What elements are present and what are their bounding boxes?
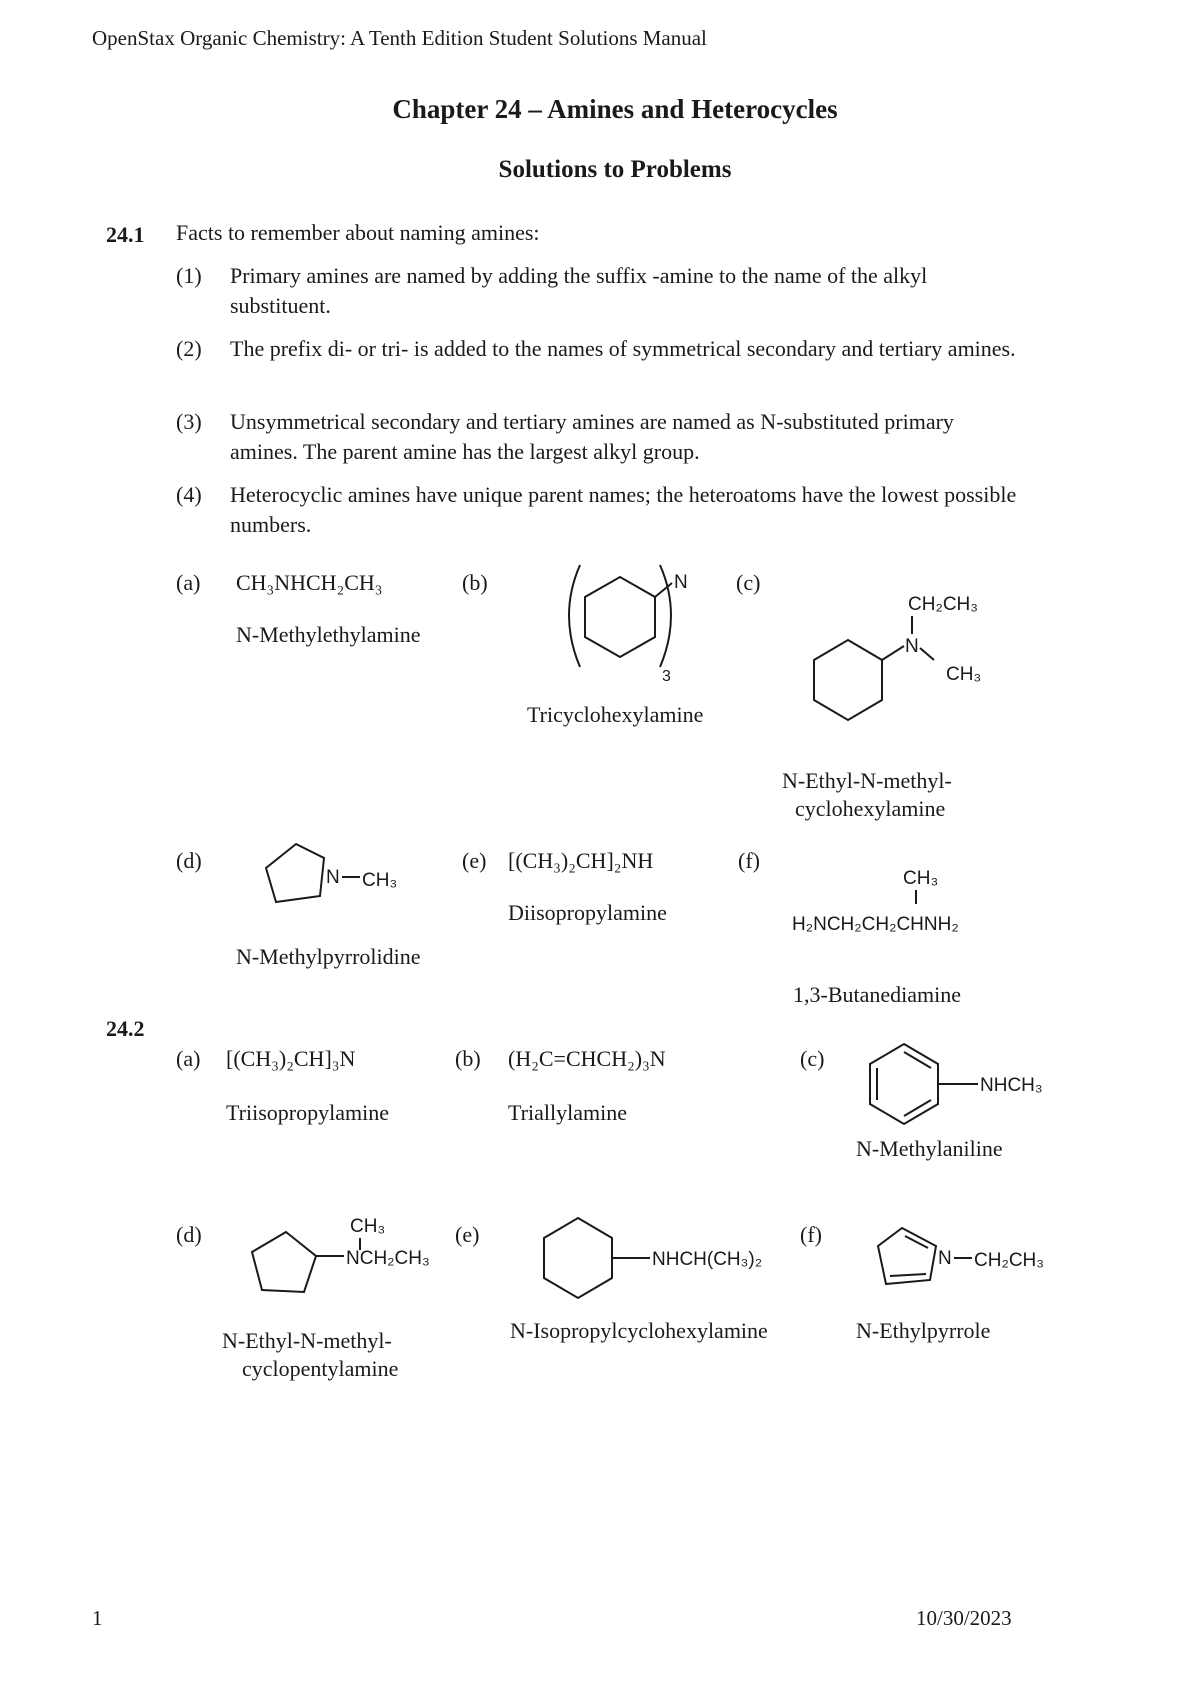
tricyclohexylamine-structure	[560, 555, 710, 695]
formula-a: CH₃NHCH₂CH₃	[236, 570, 383, 595]
compound-name-d: N-Methylpyrrolidine	[236, 944, 421, 969]
atom-n: N	[905, 636, 919, 657]
ethylmethylcyclohexylamine-structure	[800, 580, 1000, 740]
part-label-d: (d)	[176, 848, 202, 873]
part-label-e: (e)	[462, 848, 487, 873]
ethyl-group: CH₂CH₃	[908, 594, 978, 615]
part-label-a: (a)	[176, 1046, 201, 1071]
compound-name-a: N-Methylethylamine	[236, 622, 421, 647]
problem-intro: Facts to remember about naming amines:	[176, 220, 540, 245]
part-label-b: (b)	[462, 570, 488, 595]
part-label-c: (c)	[800, 1046, 825, 1071]
fact-text: Unsymmetrical secondary and tertiary amines are named as N-substituted primary amines. The parent amine has the largest alkyl group.	[230, 409, 954, 464]
fact-text: Heterocyclic amines have unique parent names; the heteroatoms have the lowest possible numbers.	[230, 482, 1017, 537]
part-label-c: (c)	[736, 570, 761, 595]
part-label-f: (f)	[800, 1222, 822, 1247]
methyl-group: CH₃	[362, 870, 398, 891]
isopropylcyclohexylamine-structure	[536, 1210, 796, 1310]
methylaniline-structure	[862, 1038, 1062, 1138]
compound-name-b: Tricyclohexylamine	[527, 702, 704, 727]
compound-name-c-line2: cyclohexylamine	[795, 796, 946, 821]
running-header: OpenStax Organic Chemistry: A Tenth Edition Student Solutions Manual	[92, 26, 707, 50]
fact-number: (2)	[176, 336, 202, 361]
atom-n: N	[938, 1248, 952, 1269]
formula-f: H₂NCH₂CH₂CHNH₂	[792, 914, 959, 935]
compound-name-f: 1,3-Butanediamine	[793, 982, 962, 1007]
atom-n: N	[326, 867, 340, 888]
ethyl-group: CH₂CH₃	[974, 1250, 1044, 1271]
compound-name-d-line1: N-Ethyl-N-methyl-	[222, 1328, 392, 1353]
compound-name-f: N-Ethylpyrrole	[856, 1318, 991, 1343]
compound-name-e: N-Isopropylcyclohexylamine	[510, 1318, 768, 1343]
problem-number-24-1: 24.1	[106, 222, 145, 247]
fact-number: (4)	[176, 482, 202, 507]
bond-line	[915, 890, 917, 904]
formula-b: (H₂C=CHCH₂)₃N	[508, 1046, 666, 1071]
chapter-title: Chapter 24 – Amines and Heterocycles	[392, 94, 838, 124]
ethylpyrrole-structure	[872, 1218, 1072, 1298]
ethylmethylcyclopentylamine-structure	[246, 1212, 446, 1302]
methyl-group-f: CH₃	[903, 868, 939, 889]
compound-name-d-line2: cyclopentylamine	[242, 1356, 399, 1381]
fact-text: Primary amines are named by adding the suffix -amine to the name of the alkyl substituent.	[230, 263, 928, 318]
methylpyrrolidine-structure	[262, 840, 432, 920]
fact-number: (1)	[176, 263, 202, 288]
fact-number: (3)	[176, 409, 202, 434]
compound-name-b: Triallylamine	[508, 1100, 627, 1125]
compound-name-c: N-Methylaniline	[856, 1136, 1003, 1161]
compound-name-a: Triisopropylamine	[226, 1100, 389, 1125]
nhch3-group: NHCH₃	[980, 1075, 1043, 1096]
compound-name-c-line1: N-Ethyl-N-methyl-	[782, 768, 952, 793]
methyl-group: CH₃	[946, 664, 982, 685]
nch2ch3-group: NCH₂CH₃	[346, 1248, 430, 1269]
formula-e: [(CH₃)₂CH]₂NH	[508, 848, 654, 873]
part-label-b: (b)	[455, 1046, 481, 1071]
nhch-ch3-2-group: NHCH(CH₃)₂	[652, 1249, 763, 1270]
methyl-group: CH₃	[350, 1216, 386, 1237]
fact-text: The prefix di- or tri- is added to the names of symmetrical secondary and tertiary amines.	[230, 336, 1016, 361]
page-number: 1	[92, 1606, 103, 1630]
compound-name-e: Diisopropylamine	[508, 900, 667, 925]
formula-a: [(CH₃)₂CH]₃N	[226, 1046, 356, 1071]
subscript-3: 3	[662, 668, 671, 685]
section-title: Solutions to Problems	[498, 156, 732, 183]
part-label-d: (d)	[176, 1222, 202, 1247]
atom-n: N	[674, 572, 688, 593]
part-label-a: (a)	[176, 570, 201, 595]
problem-number-24-2: 24.2	[106, 1016, 145, 1041]
part-label-e: (e)	[455, 1222, 480, 1247]
footer-date: 10/30/2023	[916, 1606, 1012, 1630]
part-label-f: (f)	[738, 848, 760, 873]
